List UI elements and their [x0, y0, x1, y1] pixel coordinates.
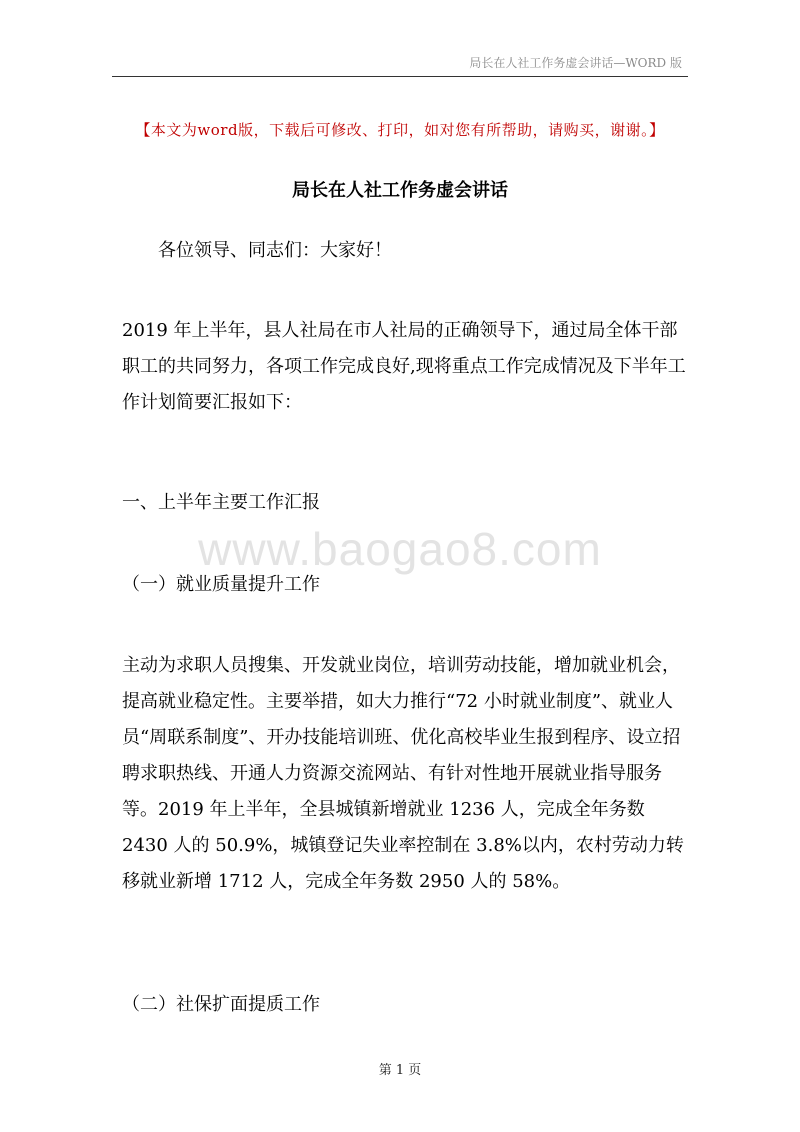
running-header: 局长在人社工作务虚会讲话—WORD 版 — [469, 56, 682, 70]
header-rule — [112, 76, 688, 77]
intro-paragraph: 2019 年上半年，县人社局在市人社局的正确领导下，通过局全体干部职工的共同努力，各项工作完成良好,现将重点工作完成情况及下半年工作计划简要汇报如下： — [122, 320, 686, 413]
page-number: 第 1 页 — [378, 1063, 422, 1078]
subsection-heading-2: （二）社保扩面提质工作 — [122, 994, 320, 1015]
watermark: www.baogao8.com — [198, 523, 602, 575]
download-notice: 【本文为word版，下载后可修改、打印，如对您有所帮助，请购买，谢谢。】 — [135, 121, 665, 139]
subsection-heading-1: （一）就业质量提升工作 — [122, 574, 320, 595]
employment-paragraph: 主动为求职人员搜集、开发就业岗位，培训劳动技能，增加就业机会，提高就业稳定性。主要举措，如大力推行“72 小时就业制度”、就业人员“周联系制度”、开办技能培训班、优化高校毕业生报到程序、设立招聘求职热线、开通人力资源交流网站、有针对性地开展就业指导服务等。2019 年上半年，全县城镇新增就业 1236 人，完成全年务数 2430 人的 50.9%，城镇登记失业率控制在 3.8%以内，农村劳动力转移就业新增 1712 人，完成全年务数 2950 人的 58%。 — [122, 655, 684, 892]
greeting-paragraph: 各位领导、同志们：大家好！ — [158, 240, 392, 261]
section-heading: 一、上半年主要工作汇报 — [122, 492, 320, 513]
document-title: 局长在人社工作务虚会讲话 — [292, 180, 508, 201]
